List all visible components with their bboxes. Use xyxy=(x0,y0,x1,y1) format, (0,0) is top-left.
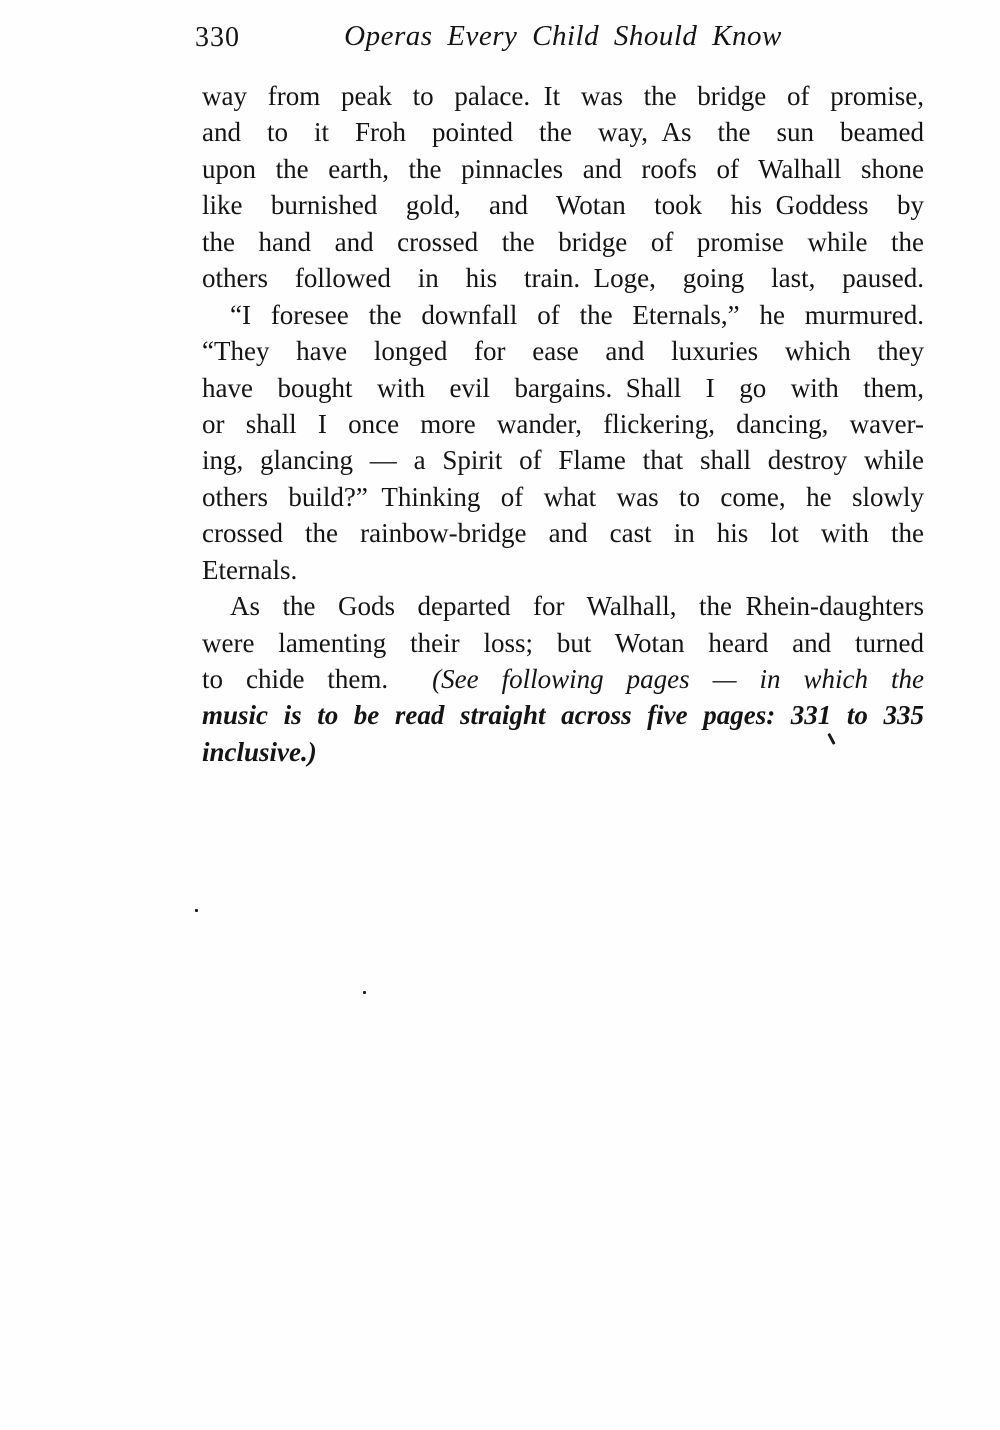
ink-speck xyxy=(363,991,366,994)
text-line: or shall I once more wander, flickering, dancing, waver- xyxy=(202,408,924,439)
page-header xyxy=(195,20,924,62)
text-line-paragraph-start: “I foresee the downfall of the Eternals,” he murmured. xyxy=(230,299,924,330)
text-line: others build?” Thinking of what was to come, he slowly xyxy=(202,481,924,512)
text-line: were lamenting their loss; but Wotan heard and turned xyxy=(202,627,924,658)
text-line-paragraph-start: As the Gods departed for Walhall, the Rhein-daughters xyxy=(230,591,924,622)
italic-segment: (See following pages — in which the xyxy=(432,664,924,694)
text-line: like burnished gold, and Wotan took his Goddess by xyxy=(202,190,924,221)
text-line: have bought with evil bargains. Shall I go with them, xyxy=(202,372,924,403)
ink-speck xyxy=(195,909,198,912)
text-line: and to it Froh pointed the way, As the sun beamed xyxy=(202,117,924,148)
page-number: 330 xyxy=(195,22,240,53)
text-line: way from peak to palace. It was the bridge of promise, xyxy=(202,81,924,111)
text-line-italic-paragraph-end: inclusive.) xyxy=(202,736,317,767)
text-line-italic: music is to be read straight across five pages: 331 to 335 xyxy=(202,700,924,731)
body-text xyxy=(202,78,924,770)
roman-segment: to chide them. xyxy=(202,664,389,694)
text-line: others followed in his train. Loge, going last, paused. xyxy=(202,263,924,294)
text-line: crossed the rainbow-bridge and cast in his lot with the xyxy=(202,518,924,549)
running-title: Operas Every Child Should Know xyxy=(344,20,782,52)
text-line: ing, glancing — a Spirit of Flame that shall destroy while xyxy=(202,445,924,476)
text-line-mixed xyxy=(202,661,924,697)
text-line: the hand and crossed the bridge of promise while the xyxy=(202,226,924,257)
text-line: “They have longed for ease and luxuries which they xyxy=(202,336,924,367)
text-line: upon the earth, the pinnacles and roofs of Walhall shone xyxy=(202,153,924,184)
text-line-paragraph-end: Eternals. xyxy=(202,554,298,585)
